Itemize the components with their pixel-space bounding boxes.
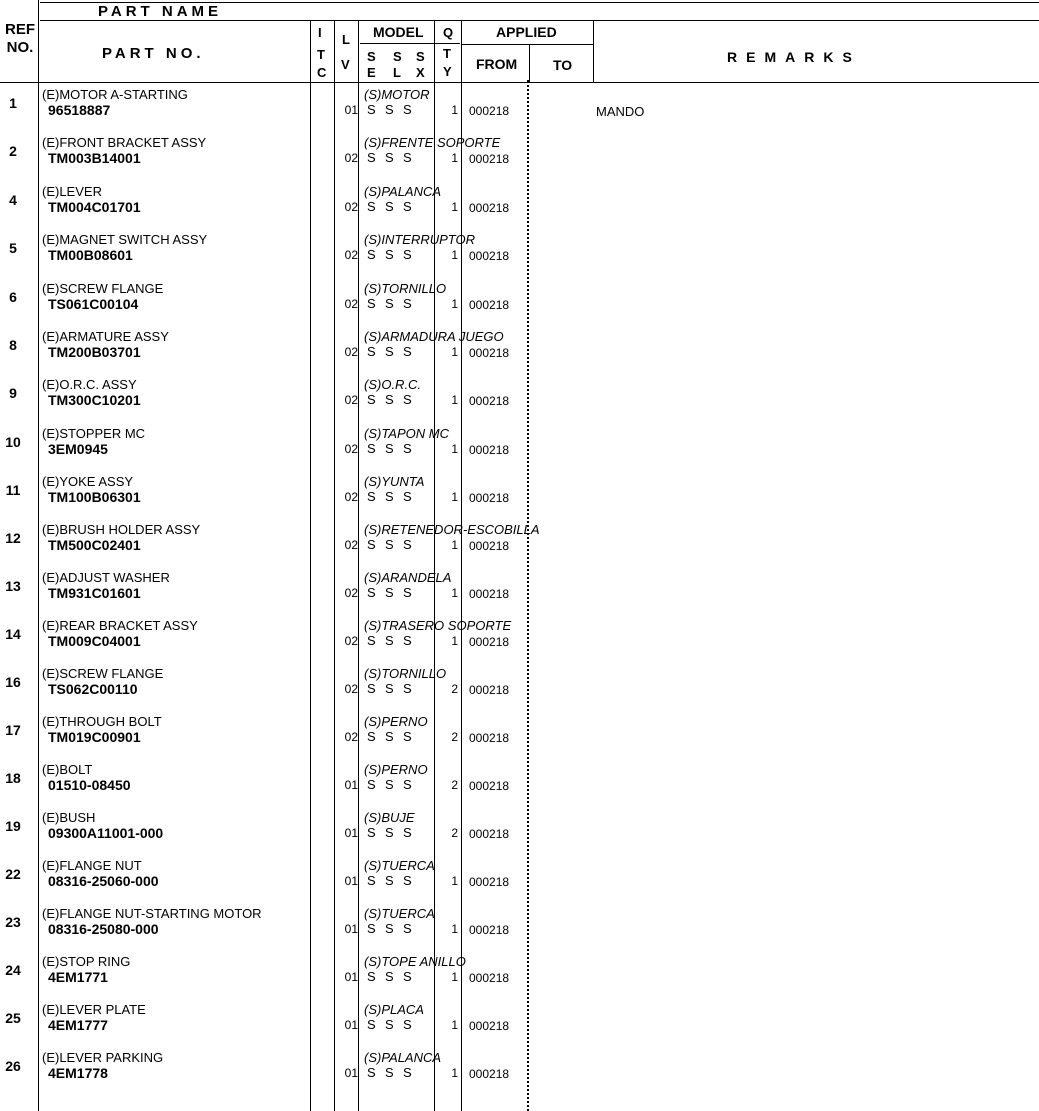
applied-from: 000218	[469, 491, 510, 505]
ref-number: 8	[9, 337, 17, 353]
no-header: NO.	[6, 39, 34, 56]
model-col-sl-top: S	[393, 49, 402, 64]
col-divider-remarks	[593, 20, 594, 82]
model-applicability	[367, 873, 421, 888]
model-header: MODEL	[373, 24, 424, 40]
model-flag: S	[367, 102, 376, 117]
applied-header: APPLIED	[496, 24, 557, 40]
ref-number: 12	[5, 530, 21, 546]
ref-number: 22	[5, 866, 21, 882]
part-number: TM003B14001	[48, 150, 141, 166]
from-header: FROM	[476, 56, 518, 72]
model-flag: S	[403, 969, 412, 984]
level: 01	[344, 826, 358, 840]
model-flag: S	[403, 633, 412, 648]
model-flag: S	[385, 392, 394, 407]
table-row	[0, 135, 1039, 183]
level: 02	[344, 682, 358, 696]
spanish-name: (S)INTERRUPTOR	[364, 232, 475, 247]
table-row	[0, 906, 1039, 954]
ref-number: 11	[5, 482, 21, 498]
part-number: 4EM1771	[48, 969, 108, 985]
model-flag: S	[367, 633, 376, 648]
applied-from: 000218	[469, 635, 510, 649]
model-flag: S	[367, 1065, 376, 1080]
part-name: (E)STOP RING	[42, 954, 131, 969]
ref-number: 6	[9, 289, 17, 305]
part-name: (E)LEVER PARKING	[42, 1050, 164, 1065]
table-row	[0, 570, 1039, 618]
model-flag: S	[385, 873, 394, 888]
spanish-name: (S)TUERCA	[364, 858, 435, 873]
model-flag: S	[385, 247, 394, 262]
spanish-name: (S)PALANCA	[364, 1050, 442, 1065]
part-number: TM019C00901	[48, 729, 141, 745]
part-name: (E)FRONT BRACKET ASSY	[42, 135, 207, 150]
col-divider-from-to	[529, 44, 530, 82]
level: 02	[344, 345, 358, 359]
part-number: 4EM1777	[48, 1017, 108, 1033]
level: 01	[344, 103, 358, 117]
table-row	[0, 87, 1039, 135]
lv-header-l: L	[342, 32, 350, 47]
model-applicability	[367, 921, 421, 936]
to-header: TO	[553, 57, 573, 73]
applied-from: 000218	[469, 298, 510, 312]
model-flag: S	[385, 441, 394, 456]
quantity: 2	[451, 778, 458, 792]
model-applicability	[367, 825, 421, 840]
part-name: (E)YOKE ASSY	[42, 474, 134, 489]
part-name: (E)SCREW FLANGE	[42, 281, 164, 296]
ref-number: 14	[5, 626, 21, 642]
model-applicability	[367, 150, 421, 165]
model-applicability	[367, 489, 421, 504]
quantity: 1	[451, 200, 458, 214]
spanish-name: (S)MOTOR	[364, 87, 430, 102]
quantity: 1	[451, 538, 458, 552]
part-name: (E)O.R.C. ASSY	[42, 377, 137, 392]
part-name: (E)ARMATURE ASSY	[42, 329, 169, 344]
ref-number: 2	[9, 143, 17, 159]
quantity: 2	[451, 826, 458, 840]
part-name: (E)SCREW FLANGE	[42, 666, 164, 681]
quantity: 1	[451, 393, 458, 407]
part-number: TM004C01701	[48, 199, 141, 215]
model-applicability	[367, 729, 421, 744]
qty-header-t: T	[443, 46, 451, 61]
level: 01	[344, 922, 358, 936]
model-flag: S	[403, 825, 412, 840]
ref-number: 26	[5, 1058, 21, 1074]
model-flag: S	[403, 729, 412, 744]
quantity: 1	[451, 874, 458, 888]
spanish-name: (S)PLACA	[364, 1002, 424, 1017]
model-flag: S	[385, 296, 394, 311]
model-flag: S	[385, 969, 394, 984]
remarks-header: REMARKS	[727, 49, 861, 65]
spanish-name: (S)TRASERO SOPORTE	[364, 618, 512, 633]
quantity: 1	[451, 345, 458, 359]
level: 01	[344, 874, 358, 888]
applied-from: 000218	[469, 539, 510, 553]
table-row	[0, 522, 1039, 570]
quantity: 1	[451, 922, 458, 936]
quantity: 2	[451, 730, 458, 744]
model-flag: S	[385, 1065, 394, 1080]
ref-number: 23	[5, 914, 21, 930]
spanish-name: (S)TORNILLO	[364, 666, 447, 681]
model-applicability	[367, 633, 421, 648]
model-flag: S	[403, 585, 412, 600]
part-name: (E)THROUGH BOLT	[42, 714, 162, 729]
spanish-name: (S)TUERCA	[364, 906, 435, 921]
spanish-name: (S)PERNO	[364, 714, 428, 729]
itc-header-c: C	[317, 65, 327, 80]
level: 02	[344, 151, 358, 165]
model-col-sx-top: S	[416, 49, 425, 64]
qty-header-y: Y	[443, 64, 452, 79]
applied-from: 000218	[469, 201, 510, 215]
applied-from: 000218	[469, 443, 510, 457]
table-row	[0, 281, 1039, 329]
applied-from: 000218	[469, 587, 510, 601]
part-name: (E)FLANGE NUT-STARTING MOTOR	[42, 906, 262, 921]
model-flag: S	[367, 777, 376, 792]
level: 02	[344, 490, 358, 504]
quantity: 1	[451, 1018, 458, 1032]
part-number: TM200B03701	[48, 344, 141, 360]
part-number: 96518887	[48, 102, 111, 118]
model-applicability	[367, 1065, 421, 1080]
ref-number: 17	[5, 722, 21, 738]
model-flag: S	[385, 1017, 394, 1032]
spanish-name: (S)ARANDELA	[364, 570, 452, 585]
ref-number: 19	[5, 818, 21, 834]
model-flag: S	[367, 392, 376, 407]
table-row	[0, 184, 1039, 232]
model-applicability	[367, 247, 421, 262]
model-flag: S	[367, 969, 376, 984]
model-flag: S	[385, 537, 394, 552]
table-row	[0, 329, 1039, 377]
applied-from: 000218	[469, 683, 510, 697]
applied-from: 000218	[469, 827, 510, 841]
applied-from: 000218	[469, 152, 510, 166]
itc-header-i: I	[318, 25, 322, 40]
model-flag: S	[385, 150, 394, 165]
model-flag: S	[367, 247, 376, 262]
level: 02	[344, 586, 358, 600]
model-flag: S	[367, 441, 376, 456]
applied-rule	[462, 44, 594, 45]
applied-from: 000218	[469, 923, 510, 937]
applied-from: 000218	[469, 1067, 510, 1081]
ref-number: 13	[5, 578, 21, 594]
applied-from: 000218	[469, 731, 510, 745]
applied-from: 000218	[469, 779, 510, 793]
table-row	[0, 858, 1039, 906]
applied-from: 000218	[469, 394, 510, 408]
model-flag: S	[367, 296, 376, 311]
level: 01	[344, 970, 358, 984]
level: 02	[344, 442, 358, 456]
part-name: (E)MOTOR A-STARTING	[42, 87, 188, 102]
part-name: (E)MAGNET SWITCH ASSY	[42, 232, 208, 247]
part-number: 09300A11001-000	[48, 825, 164, 841]
spanish-name: (S)BUJE	[364, 810, 415, 825]
model-flag: S	[403, 150, 412, 165]
quantity: 1	[451, 151, 458, 165]
model-flag: S	[367, 489, 376, 504]
model-applicability	[367, 392, 421, 407]
part-name: (E)FLANGE NUT	[42, 858, 142, 873]
model-flag: S	[367, 537, 376, 552]
table-row	[0, 810, 1039, 858]
model-col-sx-bottom: X	[416, 65, 425, 80]
model-flag: S	[367, 681, 376, 696]
model-flag: S	[403, 681, 412, 696]
part-name: (E)BOLT	[42, 762, 93, 777]
part-name: (E)BRUSH HOLDER ASSY	[42, 522, 201, 537]
level: 01	[344, 778, 358, 792]
model-flag: S	[403, 199, 412, 214]
part-name: (E)ADJUST WASHER	[42, 570, 170, 585]
part-name: (E)REAR BRACKET ASSY	[42, 618, 198, 633]
spanish-name: (S)TORNILLO	[364, 281, 447, 296]
part-number: TM500C02401	[48, 537, 141, 553]
model-flag: S	[385, 729, 394, 744]
part-number: TM100B06301	[48, 489, 141, 505]
part-number: 08316-25060-000	[48, 873, 159, 889]
quantity: 1	[451, 297, 458, 311]
model-applicability	[367, 199, 421, 214]
model-flag: S	[403, 777, 412, 792]
applied-from: 000218	[469, 875, 510, 889]
table-row	[0, 1002, 1039, 1050]
model-flag: S	[403, 392, 412, 407]
model-flag: S	[367, 873, 376, 888]
spanish-name: (S)PALANCA	[364, 184, 442, 199]
table-row	[0, 954, 1039, 1002]
quantity: 1	[451, 586, 458, 600]
model-applicability	[367, 296, 421, 311]
part-number: 3EM0945	[48, 441, 108, 457]
table-row	[0, 714, 1039, 762]
model-flag: S	[385, 199, 394, 214]
model-flag: S	[403, 1065, 412, 1080]
spanish-name: (S)RETENEDOR-ESCOBILLA	[364, 522, 540, 537]
level: 02	[344, 200, 358, 214]
model-flag: S	[367, 585, 376, 600]
applied-from: 000218	[469, 249, 510, 263]
model-flag: S	[385, 777, 394, 792]
level: 02	[344, 297, 358, 311]
part-number: TS062C00110	[48, 681, 138, 697]
model-flag: S	[403, 537, 412, 552]
part-number: TM300C10201	[48, 392, 141, 408]
itc-header-t: T	[317, 47, 325, 62]
part-number: 4EM1778	[48, 1065, 108, 1081]
model-flag: S	[403, 1017, 412, 1032]
table-row	[0, 232, 1039, 280]
model-flag: S	[403, 344, 412, 359]
part-name: (E)LEVER	[42, 184, 102, 199]
applied-from: 000218	[469, 1019, 510, 1033]
quantity: 1	[451, 970, 458, 984]
part-number: 01510-08450	[48, 777, 131, 793]
part-name: (E)LEVER PLATE	[42, 1002, 146, 1017]
level: 02	[344, 634, 358, 648]
level: 01	[344, 1018, 358, 1032]
model-col-se-top: S	[367, 49, 376, 64]
model-applicability	[367, 777, 421, 792]
model-applicability	[367, 441, 421, 456]
model-applicability	[367, 585, 421, 600]
part-name-header: PART NAME	[98, 3, 223, 20]
ref-number: 9	[9, 385, 17, 401]
part-no-header: PART NO.	[102, 45, 205, 62]
model-flag: S	[403, 489, 412, 504]
ref-number: 25	[5, 1010, 21, 1026]
quantity: 1	[451, 103, 458, 117]
quantity: 1	[451, 248, 458, 262]
part-number: TM009C04001	[48, 633, 141, 649]
model-flag: S	[367, 1017, 376, 1032]
model-flag: S	[367, 729, 376, 744]
part-name-rule	[40, 20, 1039, 21]
part-name: (E)STOPPER MC	[42, 426, 146, 441]
model-applicability	[367, 344, 421, 359]
part-number: TM00B08601	[48, 247, 133, 263]
model-flag: S	[403, 921, 412, 936]
level: 02	[344, 248, 358, 262]
ref-number: 18	[5, 770, 21, 786]
model-flag: S	[367, 344, 376, 359]
quantity: 1	[451, 442, 458, 456]
lv-header-v: V	[341, 57, 350, 72]
part-number: TM931C01601	[48, 585, 141, 601]
model-flag: S	[403, 296, 412, 311]
quantity: 1	[451, 634, 458, 648]
model-flag: S	[385, 585, 394, 600]
level: 02	[344, 538, 358, 552]
model-col-sl-bottom: L	[393, 65, 401, 80]
table-row	[0, 474, 1039, 522]
table-row	[0, 426, 1039, 474]
spanish-name: (S)TOPE ANILLO	[364, 954, 466, 969]
model-rule	[360, 43, 460, 44]
level: 02	[344, 730, 358, 744]
model-flag: S	[385, 344, 394, 359]
ref-number: 4	[9, 192, 17, 208]
quantity: 1	[451, 1066, 458, 1080]
model-flag: S	[367, 921, 376, 936]
ref-number: 24	[5, 962, 21, 978]
model-applicability	[367, 681, 421, 696]
model-flag: S	[367, 825, 376, 840]
applied-from: 000218	[469, 104, 510, 118]
spanish-name: (S)YUNTA	[364, 474, 425, 489]
model-flag: S	[385, 825, 394, 840]
ref-number: 16	[5, 674, 21, 690]
model-flag: S	[403, 247, 412, 262]
model-applicability	[367, 537, 421, 552]
table-row	[0, 762, 1039, 810]
model-flag: S	[367, 150, 376, 165]
table-row	[0, 1050, 1039, 1098]
model-col-se-bottom: E	[367, 65, 376, 80]
spanish-name: (S)PERNO	[364, 762, 428, 777]
model-flag: S	[385, 489, 394, 504]
header-bottom-rule	[0, 82, 1039, 83]
model-applicability	[367, 969, 421, 984]
model-flag: S	[385, 681, 394, 696]
spanish-name: (S)TAPON MC	[364, 426, 449, 441]
applied-from: 000218	[469, 971, 510, 985]
quantity: 1	[451, 490, 458, 504]
table-row	[0, 666, 1039, 714]
model-flag: S	[385, 921, 394, 936]
part-number: TS061C00104	[48, 296, 139, 312]
ref-number: 1	[9, 95, 17, 111]
model-flag: S	[403, 102, 412, 117]
level: 01	[344, 1066, 358, 1080]
model-flag: S	[385, 633, 394, 648]
applied-from: 000218	[469, 346, 510, 360]
ref-header: REF	[5, 21, 35, 38]
spanish-name: (S)O.R.C.	[364, 377, 422, 392]
spanish-name: (S)ARMADURA JUEGO	[364, 329, 504, 344]
remarks: MANDO	[596, 104, 645, 119]
ref-number: 10	[5, 434, 21, 450]
part-name: (E)BUSH	[42, 810, 96, 825]
model-flag: S	[403, 873, 412, 888]
model-flag: S	[403, 441, 412, 456]
qty-header-q: Q	[443, 25, 454, 40]
table-row	[0, 618, 1039, 666]
part-number: 08316-25080-000	[48, 921, 159, 937]
quantity: 2	[451, 682, 458, 696]
spanish-name: (S)FRENTE SOPORTE	[364, 135, 501, 150]
model-flag: S	[385, 102, 394, 117]
table-row	[0, 377, 1039, 425]
level: 02	[344, 393, 358, 407]
model-applicability	[367, 1017, 421, 1032]
ref-number: 5	[9, 240, 17, 256]
model-applicability	[367, 102, 421, 117]
model-flag: S	[367, 199, 376, 214]
